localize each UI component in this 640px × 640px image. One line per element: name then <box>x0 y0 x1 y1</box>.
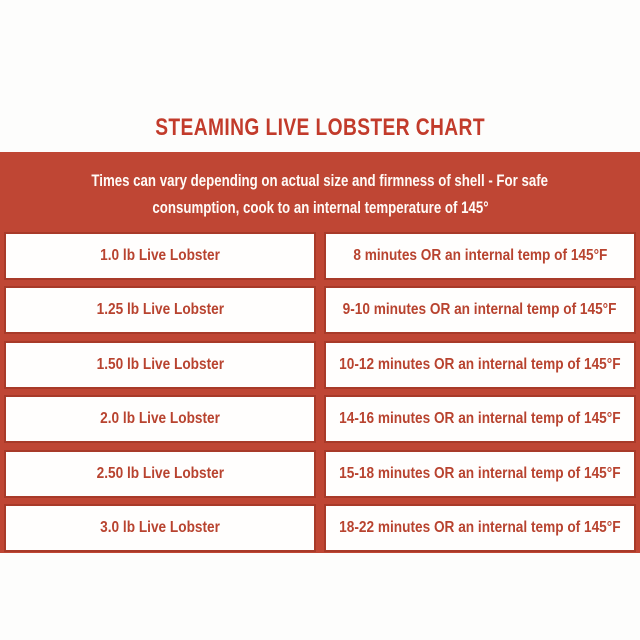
steam-time-cell: 15-18 minutes OR an internal temp of 145°F <box>324 450 636 498</box>
page-title-text: STEAMING LIVE LOBSTER CHART <box>155 114 485 141</box>
steam-time-cell: 8 minutes OR an internal temp of 145°F <box>324 232 636 280</box>
steam-time-cell: 10-12 minutes OR an internal temp of 145°F <box>324 341 636 389</box>
lobster-size-cell: 1.50 lb Live Lobster <box>4 341 316 389</box>
lobster-size-cell: 2.0 lb Live Lobster <box>4 395 316 443</box>
table-row <box>4 232 636 280</box>
steam-time-cell: 14-16 minutes OR an internal temp of 145°F <box>324 395 636 443</box>
table-row <box>4 450 636 498</box>
table-row <box>4 504 636 552</box>
safety-note-line-2: consumption, cook to an internal temperature of 145° <box>151 198 489 217</box>
safety-note-banner <box>0 167 640 221</box>
steam-time-cell: 18-22 minutes OR an internal temp of 145°F <box>324 504 636 552</box>
page-title <box>0 112 640 144</box>
steam-time-cell: 9-10 minutes OR an internal temp of 145°F <box>324 286 636 334</box>
table-row <box>4 341 636 389</box>
lobster-table <box>4 232 636 558</box>
chart-body <box>0 152 640 553</box>
lobster-size-cell: 1.0 lb Live Lobster <box>4 232 316 280</box>
table-row <box>4 286 636 334</box>
table-row <box>4 395 636 443</box>
lobster-size-cell: 3.0 lb Live Lobster <box>4 504 316 552</box>
safety-note-line-1: Times can vary depending on actual size and firmness of shell - For safe <box>91 171 549 190</box>
lobster-size-cell: 1.25 lb Live Lobster <box>4 286 316 334</box>
lobster-size-cell: 2.50 lb Live Lobster <box>4 450 316 498</box>
